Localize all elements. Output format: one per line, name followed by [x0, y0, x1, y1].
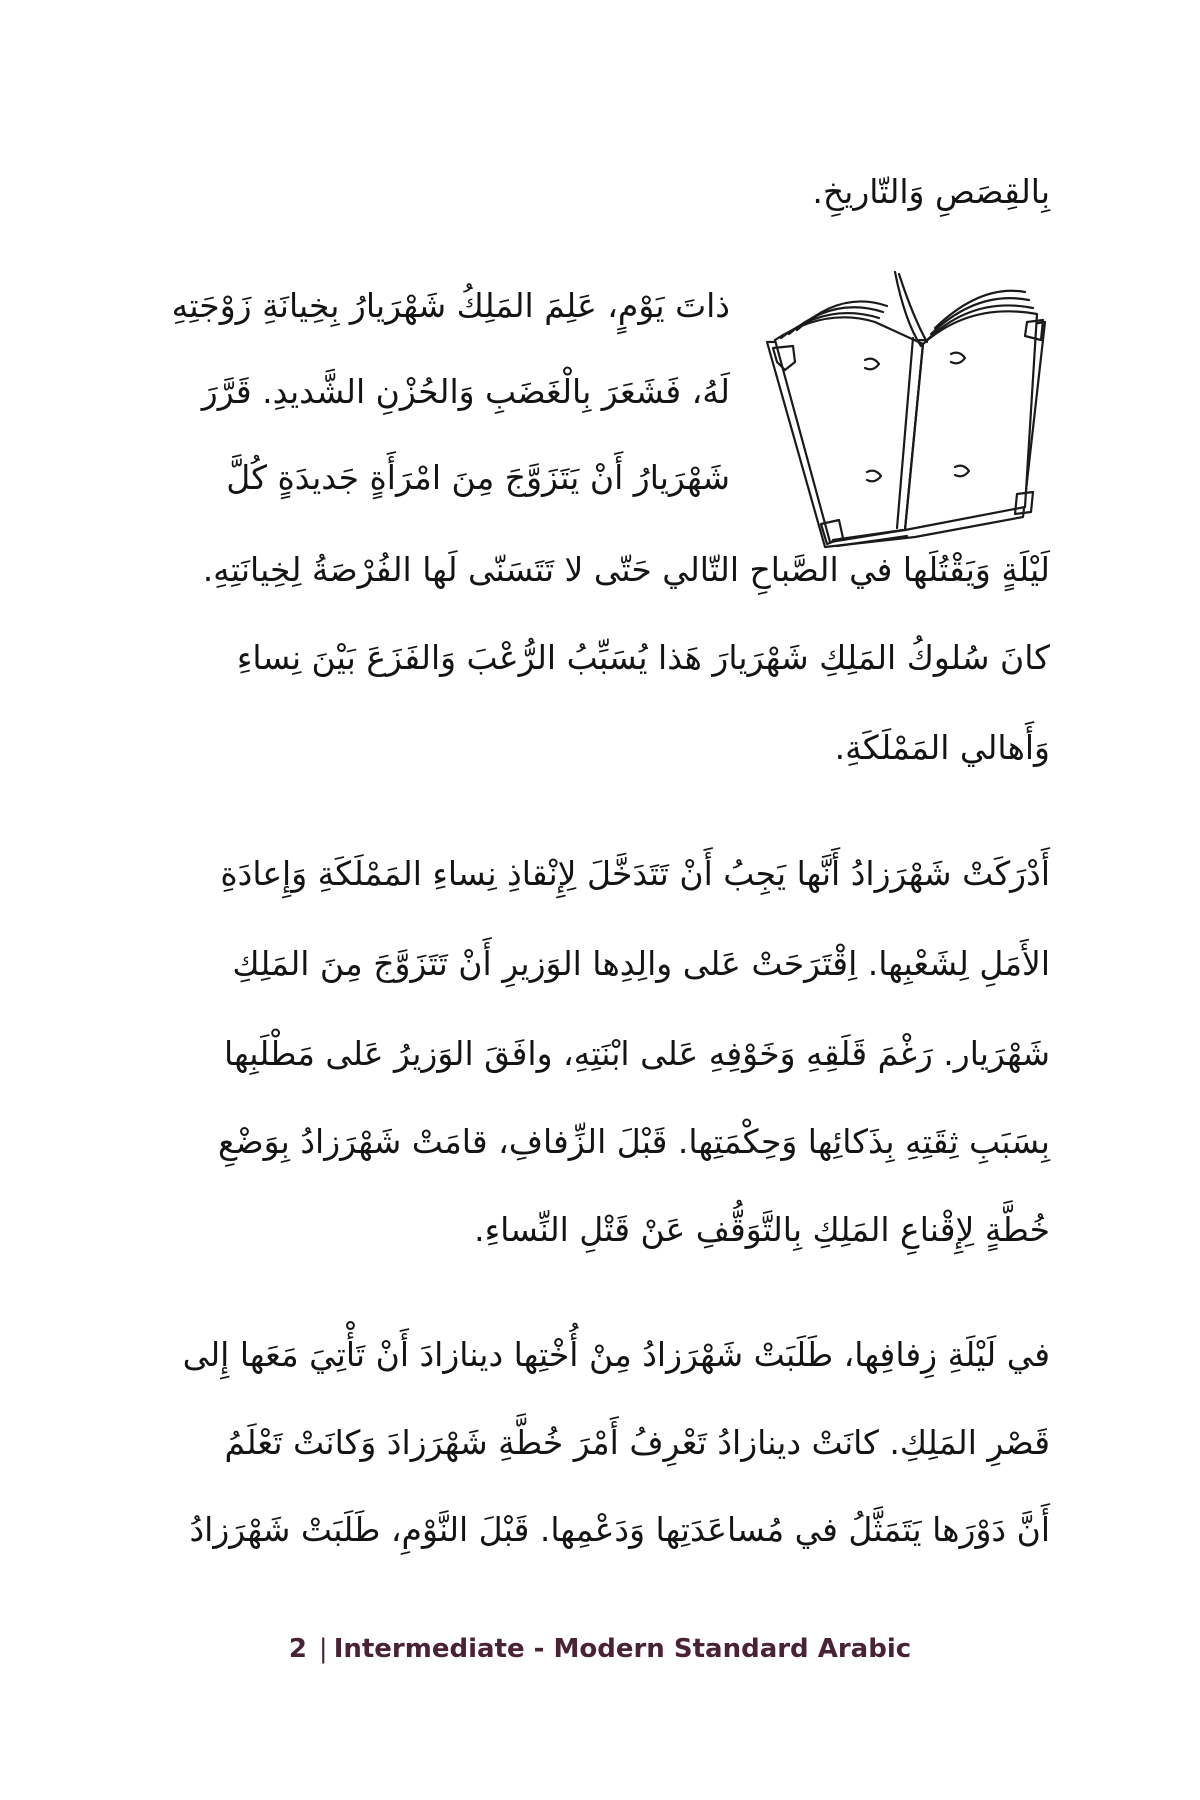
open-book-illustration-icon	[755, 262, 1055, 562]
paragraph-4-line-2: قَصْرِ المَلِكِ. كانَتْ دينازادُ تَعْرِفُ أَمْرَ خُطَّةِ شَهْرَزادَ وَكانَتْ تَعْلَمُ	[224, 1423, 1050, 1462]
paragraph-2-line-5: كانَ سُلوكُ المَلِكِ شَهْرَيارَ هَذا يُسَبِّبُ الرُّعْبَ وَالفَزَعَ بَيْنَ نِساءِ	[236, 638, 1050, 677]
paragraph-3-line-2: الأَمَلِ لِشَعْبِها. اِقْتَرَحَتْ عَلى والِدِها الوَزيرِ أَنْ تَتَزَوَّجَ مِنَ المَلِكِ	[232, 944, 1050, 983]
paragraph-3-line-5: خُطَّةٍ لِإِقْناعِ المَلِكِ بِالتَّوَقُّفِ عَنْ قَتْلِ النِّساءِ.	[474, 1210, 1050, 1249]
paragraph-2-line-2: لَهُ، فَشَعَرَ بِالْغَضَبِ وَالحُزْنِ الشَّديدِ. قَرَّرَ	[201, 372, 730, 411]
paragraph-2-line-4: لَيْلَةٍ وَيَقْتُلَها في الصَّباحِ التّالي حَتّى لا تَتَسَنّى لَها الفُرْصَةُ لِخِيانَتِهِ.	[202, 550, 1050, 589]
paragraph-3-line-4: بِسَبَبِ ثِقَتِهِ بِذَكائِها وَحِكْمَتِها. قَبْلَ الزِّفافِ، قامَتْ شَهْرَزادُ بِوَضْعِ	[218, 1122, 1050, 1161]
paragraph-4-line-3: أَنَّ دَوْرَها يَتَمَثَّلُ في مُساعَدَتِها وَدَعْمِها. قَبْلَ النَّوْمِ، طَلَبَتْ شَهْرَزادُ	[189, 1510, 1050, 1549]
paragraph-2-line-3: شَهْرَيارُ أَنْ يَتَزَوَّجَ مِنَ امْرَأَةٍ جَديدَةٍ كُلَّ	[226, 458, 730, 497]
page-number: 2	[288, 1634, 307, 1664]
paragraph-4-line-1: في لَيْلَةِ زِفافِها، طَلَبَتْ شَهْرَزادُ مِنْ أُخْتِها دينازادَ أَنْ تَأْتِيَ مَعَها إِلى	[182, 1335, 1050, 1374]
paragraph-3-line-3: شَهْرَيار. رَغْمَ قَلَقِهِ وَخَوْفِهِ عَلى ابْنَتِهِ، وافَقَ الوَزيرُ عَلى مَطْلَبِها	[224, 1034, 1050, 1073]
level-label: Intermediate - Modern Standard Arabic	[333, 1634, 912, 1664]
paragraph-2-line-6: وَأَهالي المَمْلَكَةِ.	[834, 728, 1050, 767]
paragraph-3-line-1: أَدْرَكَتْ شَهْرَزادُ أَنَّها يَجِبُ أَنْ تَتَدَخَّلَ لِإِنْقاذِ نِساءِ المَمْلَكَةِ وَإِعادَةِ	[220, 854, 1050, 893]
paragraph-2-line-1: ذاتَ يَوْمٍ، عَلِمَ المَلِكُ شَهْرَيارُ بِخِيانَةِ زَوْجَتِهِ	[171, 286, 730, 325]
paragraph-1-line-1: بِالقِصَصِ وَالتّاريخِ.	[812, 172, 1050, 211]
footer-separator: |	[318, 1634, 328, 1664]
page-footer	[0, 1634, 1200, 1664]
